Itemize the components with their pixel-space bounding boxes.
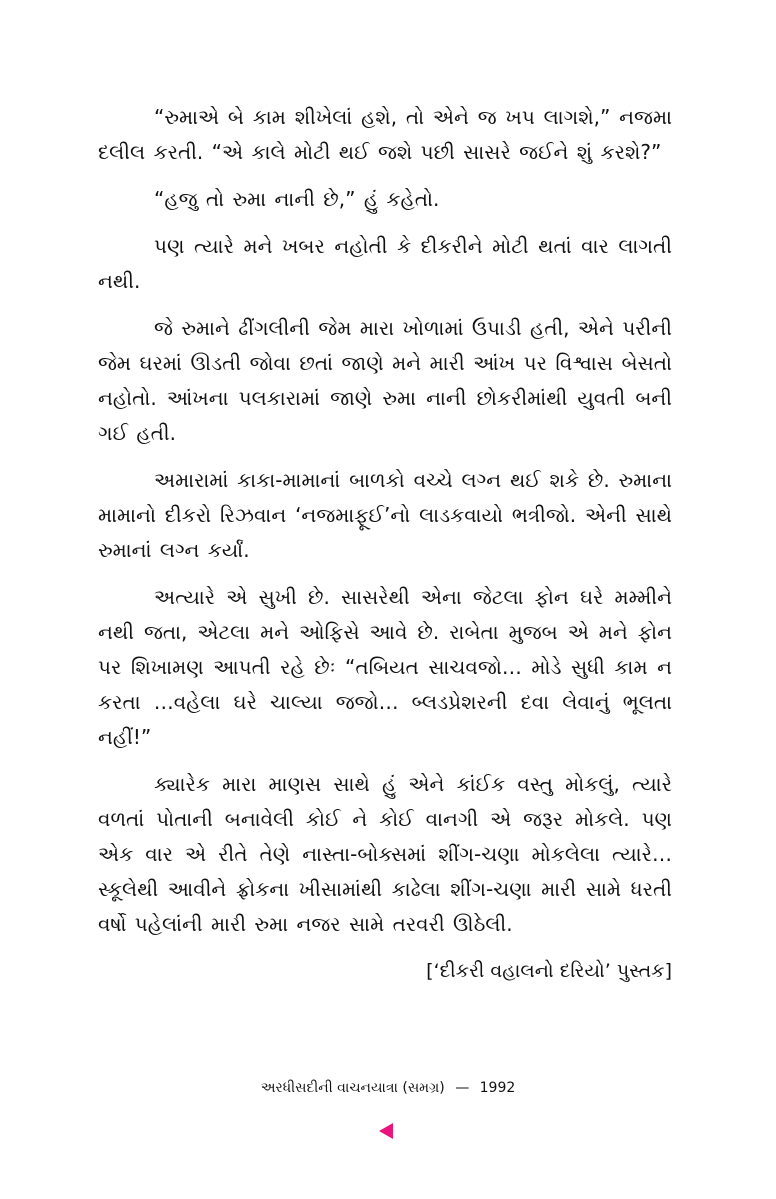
book-title: અરધીસદીની વાચનયાત્રા (સમગ્ર): [260, 1080, 445, 1096]
paragraph-4: જે રુમાને ઢીંગલીની જેમ મારા ખોળામાં ઉપાડી હતી, એને પરીની જેમ ઘરમાં ઊડતી જોવા છતાં જાણે મને મારી આંખ પર વિશ્વાસ બેસતો નહોતો. આંખના પલકારામાં જાણે રુમા નાની છોકરીમાંથી યુવતી બની ગઈ હતી.: [98, 316, 672, 445]
paragraph-2: “હજુ તો રુમા નાની છે,” હું કહેતો.: [154, 187, 440, 211]
paragraph-6: અત્યારે એ સુખી છે. સાસરેથી એના જેટલા ફોન ઘરે મમ્મીને નથી જતા, એટલા મને ઓફિસે આવે છે. રાબેતા મુજબ એ મને ફોન પર શિખામણ આપતી રહે છેઃ “તબિયત સાચવજો… મોડે સુધી કામ ન કરતા …વહેલા ઘરે ચાલ્યા જજો… બ્લડપ્રેશરની દવા લેવાનું ભૂલતા નહીં!”: [98, 585, 672, 749]
paragraph-5: અમારામાં કાકા-મામાનાં બાળકો વચ્ચે લગ્ન થઈ શકે છે. રુમાના મામાનો દીકરો રિઝવાન ‘નજમાફૂઈ’નો લાડકવાયો ભત્રીજો. એની સાથે રુમાનાં લગ્ન કર્યાં.: [98, 468, 672, 562]
page-footer: [0, 1078, 776, 1098]
page-number: 1992: [479, 1080, 516, 1096]
paragraph-1: “રુમાએ બે કામ શીખેલાં હશે, તો એને જ ખપ લાગશે,” નજમા દલીલ કરતી. “એ કાલે મોટી થઈ જશે પછી સાસરે જઈને શું કરશે?”: [98, 105, 672, 164]
footer-separator: —: [455, 1080, 470, 1096]
source-citation: [‘દીકરી વહાલનો દરિયો’ પુસ્તક]: [426, 960, 672, 982]
paragraph-3: પણ ત્યારે મને ખબર નહોતી કે દીકરીને મોટી થતાં વાર લાગતી નથી.: [98, 234, 672, 293]
previous-page-arrow-icon[interactable]: [379, 1123, 393, 1139]
article-body: [98, 100, 672, 988]
paragraph-7: ક્યારેક મારા માણસ સાથે હું એને કાંઈક વસ્તુ મોકલું, ત્યારે વળતાં પોતાની બનાવેલી કોઈ ને કોઈ વાનગી એ જરૂર મોકલે. પણ એક વાર એ રીતે તેણે નાસ્તા-બોક્સમાં શીંગ-ચણા મોકલેલા ત્યારે… સ્કૂલેથી આવીને ફ્રોકના ખીસામાંથી કાઢેલા શીંગ-ચણા મારી સામે ધરતી વર્ષો પહેલાંની મારી રુમા નજર સામે તરવરી ઊઠેલી.: [98, 772, 672, 936]
